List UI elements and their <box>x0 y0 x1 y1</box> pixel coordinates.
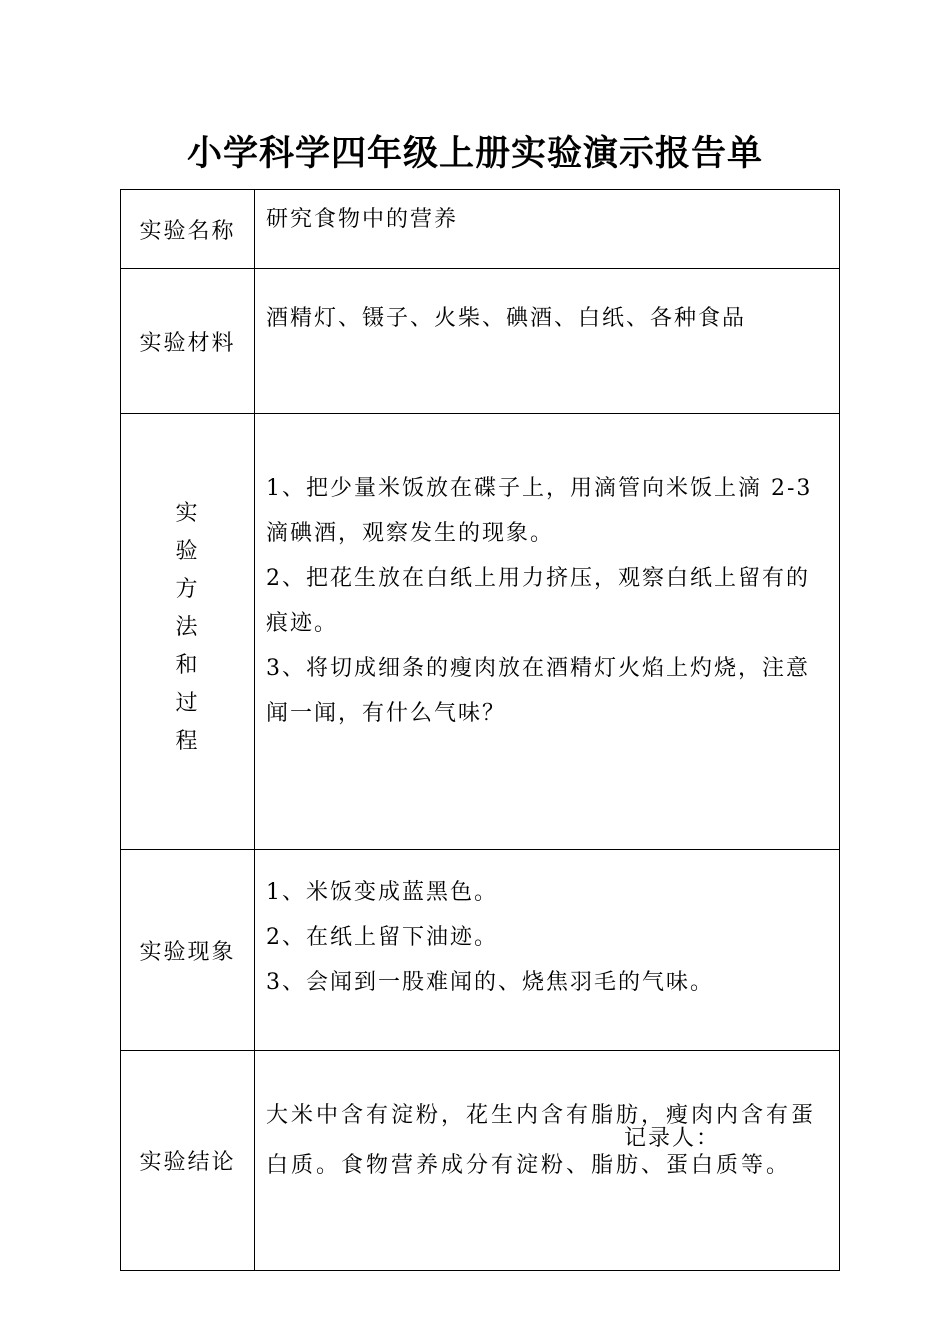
method-line: 闻一闻，有什么气味？ <box>266 701 507 726</box>
label-char: 验 <box>175 538 200 564</box>
recorder-label: 记录人： <box>624 1126 721 1151</box>
row-experiment-name <box>121 190 840 269</box>
label-char: 方 <box>175 576 200 602</box>
row-experiment-materials <box>121 269 840 414</box>
row-experiment-method <box>121 414 840 850</box>
row-experiment-phenomenon <box>121 850 840 1051</box>
label-char: 实 <box>175 500 200 526</box>
label-experiment-method <box>121 414 255 850</box>
method-line: 1、把少量米饭放在碟子上，用滴管向米饭上滴 2-3 <box>266 476 813 501</box>
row-experiment-conclusion <box>121 1051 840 1271</box>
conclusion-line: 白质。食物营养成分有淀粉、脂肪、蛋白质等。 <box>266 1153 792 1178</box>
label-experiment-materials: 实验材料 <box>121 269 255 414</box>
report-table <box>120 189 840 1271</box>
label-experiment-conclusion: 实验结论 <box>121 1051 255 1271</box>
value-experiment-name: 研究食物中的营养 <box>255 190 840 269</box>
method-line: 2、把花生放在白纸上用力挤压，观察白纸上留有的 <box>266 566 810 591</box>
label-char: 和 <box>175 652 200 678</box>
method-line: 滴碘酒，观察发生的现象。 <box>266 521 555 546</box>
phenomenon-line: 2、在纸上留下油迹。 <box>266 925 498 950</box>
value-experiment-phenomenon <box>255 850 840 1051</box>
label-experiment-phenomenon: 实验现象 <box>121 850 255 1051</box>
conclusion-line: 大米中含有淀粉，花生内含有脂肪，瘦肉内含有蛋 <box>266 1103 817 1128</box>
phenomenon-line: 1、米饭变成蓝黑色。 <box>266 880 498 905</box>
vertical-label <box>173 495 203 769</box>
label-char: 程 <box>175 728 200 754</box>
label-char: 法 <box>175 614 200 640</box>
page-title: 小学科学四年级上册实验演示报告单 <box>186 134 763 174</box>
label-char: 过 <box>175 690 200 716</box>
method-line: 痕迹。 <box>266 611 339 636</box>
value-experiment-materials: 酒精灯、镊子、火柴、碘酒、白纸、各种食品 <box>255 269 840 414</box>
label-experiment-name: 实验名称 <box>121 190 255 269</box>
phenomenon-line: 3、会闻到一股难闻的、烧焦羽毛的气味。 <box>266 970 714 995</box>
value-experiment-method <box>255 414 840 850</box>
value-experiment-conclusion <box>255 1051 840 1271</box>
method-line: 3、将切成细条的瘦肉放在酒精灯火焰上灼烧，注意 <box>266 656 810 681</box>
